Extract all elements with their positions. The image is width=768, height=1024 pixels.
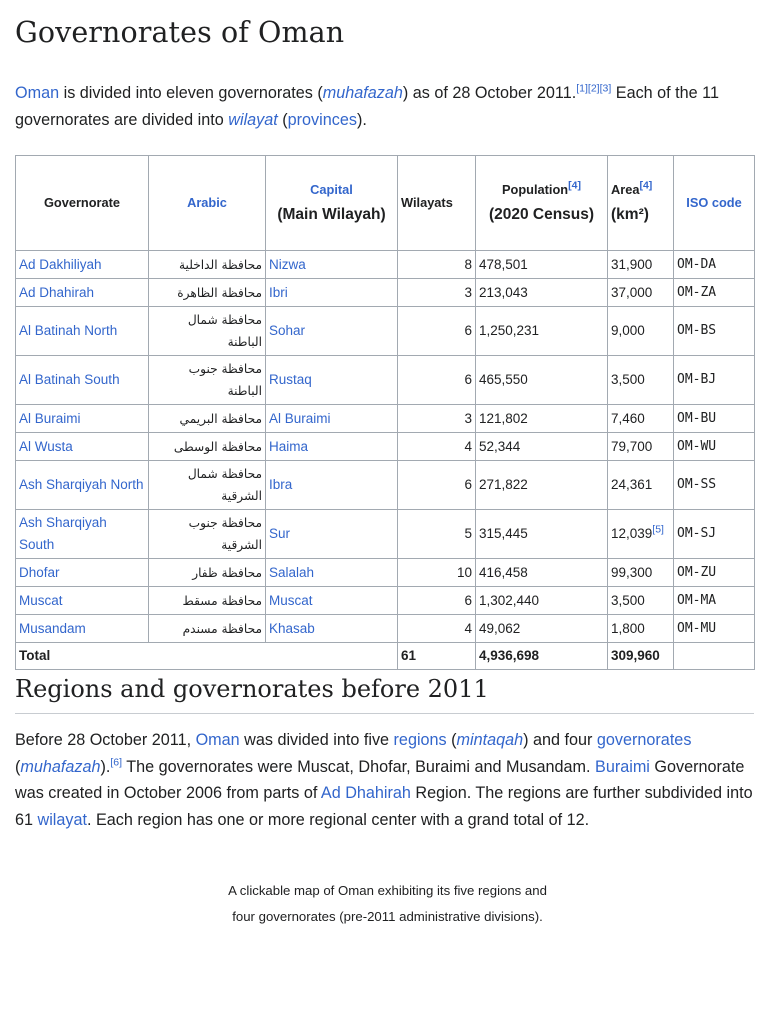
ref-6[interactable]: [6]: [110, 756, 123, 769]
cell-population: 1,302,440: [476, 587, 608, 615]
cell-area: [608, 279, 674, 307]
area-value: 3,500: [611, 592, 645, 608]
cell-arabic: محافظة البريمي: [149, 405, 266, 433]
cell-area: [608, 587, 674, 615]
cell-governorate[interactable]: [16, 405, 149, 433]
area-ref[interactable]: [4]: [639, 179, 653, 192]
muhafazah-link-2[interactable]: muhafazah: [20, 757, 101, 776]
regions-text-5: (: [15, 757, 21, 776]
cell-capital[interactable]: [266, 405, 398, 433]
table-row: [16, 559, 755, 587]
governorates-table: [15, 155, 755, 670]
oman-link-2[interactable]: Oman: [195, 731, 240, 749]
population-header-sub: (2020 Census): [488, 205, 595, 223]
cell-arabic: محافظة جنوب الشرقية: [149, 510, 266, 559]
cell-area: [608, 433, 674, 461]
cell-governorate[interactable]: [16, 461, 149, 510]
cell-iso: OM-BS: [674, 307, 755, 356]
section-heading-regions: Regions and governorates before 2011: [15, 675, 754, 714]
cell-population: 465,550: [476, 356, 608, 405]
iso-header-link[interactable]: ISO code: [686, 195, 742, 210]
table-row: [16, 433, 755, 461]
governorate-link[interactable]: Al Wusta: [19, 438, 73, 454]
cell-population: 49,062: [476, 615, 608, 643]
cell-wilayats: 8: [398, 251, 476, 279]
intro-text-1: is divided into eleven governorates (: [59, 84, 323, 102]
regions-text-3: (: [446, 731, 457, 749]
capital-link[interactable]: Nizwa: [269, 256, 306, 272]
header-iso[interactable]: [674, 156, 755, 251]
cell-capital[interactable]: [266, 307, 398, 356]
intro-paragraph: [15, 80, 754, 133]
cell-population: 416,458: [476, 559, 608, 587]
area-value: 9,000: [611, 323, 645, 338]
regions-text-9: Region. The regions are further subdivided into 61: [15, 784, 753, 829]
regions-text-1: Before 28 October 2011,: [15, 731, 196, 749]
intro-text-4: (: [277, 110, 288, 129]
governorates-link[interactable]: governorates: [596, 731, 692, 749]
regions-text-2: was divided into five: [239, 731, 394, 749]
cell-population: 213,043: [476, 279, 608, 307]
page-title: Governorates of Oman: [15, 16, 345, 49]
cell-iso: OM-ZU: [674, 559, 755, 587]
cell-wilayats: 6: [398, 307, 476, 356]
cell-iso: OM-WU: [674, 433, 755, 461]
regions-text-7: The governorates were Muscat, Dhofar, Buraimi and Musandam.: [122, 757, 596, 776]
cell-arabic: محافظة الداخلية: [149, 251, 266, 279]
cell-capital[interactable]: [266, 279, 398, 307]
wilayat-link-2[interactable]: wilayat: [37, 810, 87, 829]
capital-link[interactable]: Ibra: [269, 477, 293, 492]
header-wilayats[interactable]: Wilayats: [398, 156, 476, 251]
governorate-link[interactable]: Dhofar: [19, 564, 60, 580]
ref-2[interactable]: [2]: [587, 82, 600, 95]
total-iso-empty: [674, 643, 755, 670]
capital-link[interactable]: Haima: [269, 438, 309, 454]
header-governorate[interactable]: Governorate: [16, 156, 149, 251]
cell-arabic: محافظة الوسطى: [149, 433, 266, 461]
cell-wilayats: 5: [398, 510, 476, 559]
cell-iso: OM-SS: [674, 461, 755, 510]
capital-link[interactable]: Sohar: [269, 323, 306, 338]
cell-governorate[interactable]: [16, 587, 149, 615]
area-value: 24,361: [611, 477, 653, 492]
cell-arabic: محافظة شمال الشرقية: [149, 461, 266, 510]
capital-link[interactable]: Al Buraimi: [269, 410, 331, 426]
population-ref[interactable]: [4]: [568, 179, 581, 192]
area-value: 79,700: [611, 438, 653, 454]
population-header-label: Population: [502, 181, 569, 197]
total-label: Total: [16, 643, 398, 670]
area-value: 12,039: [611, 526, 653, 541]
area-value: 1,800: [611, 620, 645, 636]
total-row: [16, 643, 755, 670]
cell-population: 315,445: [476, 510, 608, 559]
governorate-link[interactable]: Al Batinah North: [19, 323, 118, 338]
cell-area: [608, 251, 674, 279]
cell-wilayats: 6: [398, 356, 476, 405]
cell-arabic: محافظة الظاهرة: [149, 279, 266, 307]
table-row: [16, 587, 755, 615]
cell-area: [608, 307, 674, 356]
area-header-sub: (km²): [611, 205, 649, 223]
cell-iso: OM-BU: [674, 405, 755, 433]
intro-text-5: ).: [356, 110, 367, 129]
table-row: [16, 251, 755, 279]
cell-population: 52,344: [476, 433, 608, 461]
governorate-link[interactable]: Ash Sharqiyah North: [19, 477, 144, 492]
cell-wilayats: 10: [398, 559, 476, 587]
cell-capital[interactable]: [266, 587, 398, 615]
capital-header-sub: (Main Wilayah): [277, 205, 386, 223]
cell-population: 1,250,231: [476, 307, 608, 356]
area-value: 7,460: [611, 410, 645, 426]
cell-area: [608, 559, 674, 587]
capital-link[interactable]: Sur: [269, 526, 291, 541]
muhafazah-link[interactable]: muhafazah: [322, 84, 403, 102]
ref-3[interactable]: [3]: [599, 82, 612, 95]
ad-dhahirah-link[interactable]: Ad Dhahirah: [320, 784, 411, 803]
cell-area: [608, 405, 674, 433]
cell-governorate[interactable]: [16, 251, 149, 279]
regions-link[interactable]: regions: [393, 731, 447, 749]
header-capital[interactable]: [266, 156, 398, 251]
cell-governorate[interactable]: [16, 356, 149, 405]
capital-header-link[interactable]: Capital: [310, 181, 353, 197]
cell-governorate[interactable]: [16, 433, 149, 461]
regions-text-6: ).: [100, 757, 111, 776]
table-row: [16, 356, 755, 405]
table-row: [16, 405, 755, 433]
cell-arabic: محافظة مسندم: [149, 615, 266, 643]
regions-text-4: ) and four: [523, 731, 597, 749]
area-value: 3,500: [611, 372, 645, 387]
cell-area: [608, 356, 674, 405]
total-area: 309,960: [608, 643, 674, 670]
map-caption: A clickable map of Oman exhibiting its five regions and four governorates (pre-2011 administrative divisions).: [228, 883, 547, 924]
intro-text-2: ) as of 28 October 2011.: [402, 84, 577, 102]
cell-population: 121,802: [476, 405, 608, 433]
cell-governorate[interactable]: [16, 279, 149, 307]
header-arabic[interactable]: [149, 156, 266, 251]
cell-arabic: محافظة ظفار: [149, 559, 266, 587]
cell-area: [608, 461, 674, 510]
cell-wilayats: 6: [398, 587, 476, 615]
table-row: [16, 615, 755, 643]
cell-iso: OM-SJ: [674, 510, 755, 559]
governorate-link[interactable]: Musandam: [19, 620, 86, 636]
cell-iso: OM-BJ: [674, 356, 755, 405]
capital-link[interactable]: Khasab: [269, 620, 315, 636]
governorate-link[interactable]: Ad Dhahirah: [19, 284, 95, 300]
provinces-link[interactable]: provinces: [287, 110, 357, 129]
cell-arabic: محافظة جنوب الباطنة: [149, 356, 266, 405]
cell-wilayats: 3: [398, 279, 476, 307]
capital-link[interactable]: Rustaq: [269, 372, 312, 387]
area-header-label: Area: [611, 181, 640, 197]
table-header-row: [16, 156, 755, 251]
cell-capital[interactable]: [266, 510, 398, 559]
regions-text-8: Governorate was created in October 2006 from parts of: [15, 757, 745, 803]
capital-link[interactable]: Salalah: [269, 564, 315, 580]
total-wilayats: 61: [398, 643, 476, 670]
header-population[interactable]: [476, 156, 608, 251]
area-cell-ref[interactable]: [5]: [652, 523, 664, 536]
governorate-link[interactable]: Ash Sharqiyah South: [19, 515, 107, 552]
cell-capital[interactable]: [266, 433, 398, 461]
cell-governorate[interactable]: [16, 559, 149, 587]
cell-area: [608, 615, 674, 643]
cell-capital[interactable]: [266, 559, 398, 587]
cell-capital[interactable]: [266, 251, 398, 279]
regions-text-10: . Each region has one or more regional center with a grand total of 12.: [87, 810, 590, 829]
cell-population: 478,501: [476, 251, 608, 279]
cell-population: 271,822: [476, 461, 608, 510]
governorate-link[interactable]: Al Buraimi: [19, 410, 81, 426]
cell-arabic: محافظة مسقط: [149, 587, 266, 615]
total-population: 4,936,698: [476, 643, 608, 670]
table-row: [16, 307, 755, 356]
cell-governorate[interactable]: [16, 510, 149, 559]
area-value: 37,000: [611, 284, 653, 300]
cell-arabic: محافظة شمال الباطنة: [149, 307, 266, 356]
header-area[interactable]: [608, 156, 674, 251]
cell-governorate[interactable]: [16, 615, 149, 643]
cell-capital[interactable]: [266, 615, 398, 643]
capital-link[interactable]: Ibri: [269, 284, 288, 300]
buraimi-link[interactable]: Buraimi: [595, 757, 650, 776]
regions-paragraph: [15, 727, 754, 833]
cell-iso: OM-DA: [674, 251, 755, 279]
cell-capital[interactable]: [266, 356, 398, 405]
governorate-link[interactable]: Muscat: [19, 592, 63, 608]
cell-iso: OM-MA: [674, 587, 755, 615]
governorate-link[interactable]: Al Batinah South: [19, 372, 120, 387]
area-value: 31,900: [611, 256, 653, 272]
table-row: [16, 279, 755, 307]
arabic-header-link[interactable]: Arabic: [187, 195, 227, 210]
cell-wilayats: 4: [398, 615, 476, 643]
mintaqah-link[interactable]: mintaqah: [456, 731, 524, 749]
cell-iso: OM-ZA: [674, 279, 755, 307]
area-value: 99,300: [611, 564, 653, 580]
cell-iso: OM-MU: [674, 615, 755, 643]
cell-wilayats: 3: [398, 405, 476, 433]
cell-wilayats: 6: [398, 461, 476, 510]
cell-governorate[interactable]: [16, 307, 149, 356]
wilayat-link[interactable]: wilayat: [228, 110, 278, 129]
table-row: [16, 510, 755, 559]
cell-wilayats: 4: [398, 433, 476, 461]
ref-1[interactable]: [1]: [576, 82, 588, 95]
oman-link[interactable]: Oman: [15, 84, 60, 102]
cell-area: [608, 510, 674, 559]
intro-text-3: Each of the 11 governorates are divided into: [15, 84, 719, 129]
table-row: [16, 461, 755, 510]
capital-link[interactable]: Muscat: [269, 592, 313, 608]
governorate-link[interactable]: Ad Dakhiliyah: [19, 256, 102, 272]
cell-capital[interactable]: [266, 461, 398, 510]
